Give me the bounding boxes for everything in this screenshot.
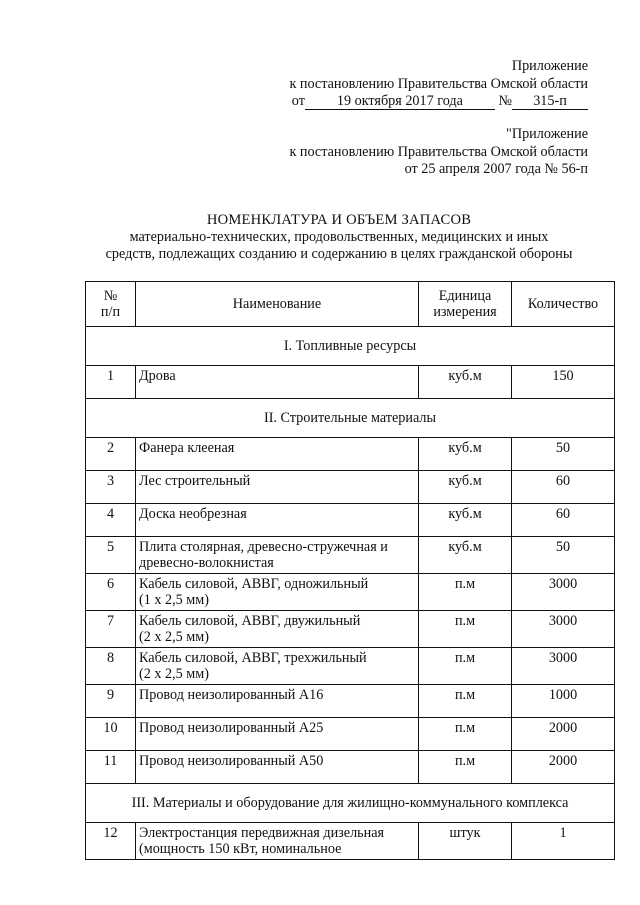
row-name-line: Лес строительный [139, 473, 251, 489]
row-unit: куб.м [419, 366, 512, 399]
table-row [86, 471, 615, 504]
row-number: 7 [86, 611, 136, 648]
row-number: 1 [86, 366, 136, 399]
row-number: 3 [86, 471, 136, 504]
row-unit: п.м [419, 685, 512, 718]
col-header-unit: Единица измерения [419, 282, 512, 327]
row-quantity: 3000 [512, 611, 615, 648]
table-row [86, 685, 615, 718]
row-name [136, 504, 419, 537]
document-title-line2: материально-технических, продовольственных, медицинских и иных [129, 229, 549, 245]
row-number: 10 [86, 718, 136, 751]
row-name [136, 574, 419, 611]
row-quantity: 50 [512, 438, 615, 471]
table-row [86, 504, 615, 537]
row-number: 6 [86, 574, 136, 611]
section-title: III. Материалы и оборудование для жилищно-коммунального комплекса [86, 784, 615, 823]
row-name [136, 823, 419, 860]
original-header-line3: от 25 апреля 2007 года № 56-п [404, 161, 588, 177]
row-quantity: 2000 [512, 751, 615, 784]
row-quantity: 60 [512, 504, 615, 537]
row-unit: куб.м [419, 471, 512, 504]
row-number: 9 [86, 685, 136, 718]
approval-header-line1: Приложение [511, 58, 588, 74]
row-number: 2 [86, 438, 136, 471]
row-quantity: 3000 [512, 648, 615, 685]
section-title: I. Топливные ресурсы [86, 327, 615, 366]
table-body [86, 327, 615, 860]
row-name-line: Кабель силовой, АВВГ, двужильный [139, 613, 361, 629]
original-header-line2: к постановлению Правительства Омской области [289, 143, 588, 160]
row-quantity: 1 [512, 823, 615, 860]
row-unit: п.м [419, 718, 512, 751]
row-name-line: (мощность 150 кВт, номинальное [139, 841, 342, 857]
row-name-line: Провод неизолированный А16 [139, 687, 324, 703]
col-header-name: Наименование [136, 282, 419, 327]
table-row [86, 611, 615, 648]
row-name-line: Провод неизолированный А50 [139, 753, 324, 769]
row-unit: куб.м [419, 438, 512, 471]
row-quantity: 2000 [512, 718, 615, 751]
reserves-table [85, 281, 615, 860]
original-appendix-header [289, 126, 588, 179]
row-name-line: Доска необрезная [139, 506, 247, 522]
row-name-line: древесно-волокнистая [139, 555, 274, 571]
row-name [136, 685, 419, 718]
row-unit: штук [419, 823, 512, 860]
section-header-row [86, 784, 615, 823]
row-name [136, 471, 419, 504]
row-quantity: 50 [512, 537, 615, 574]
decree-number: 315-п [512, 94, 588, 110]
row-name [136, 611, 419, 648]
row-number: 12 [86, 823, 136, 860]
document-title-main: НОМЕНКЛАТУРА И ОБЪЕМ ЗАПАСОВ [206, 212, 472, 228]
table-row [86, 366, 615, 399]
row-unit: п.м [419, 574, 512, 611]
approval-header-date-line [289, 93, 588, 111]
table-row [86, 751, 615, 784]
row-unit: п.м [419, 751, 512, 784]
document-title [84, 212, 594, 263]
row-name [136, 438, 419, 471]
table-row [86, 823, 615, 860]
section-header-row [86, 399, 615, 438]
approval-header-line2: к постановлению Правительства Омской области [289, 75, 588, 92]
row-name-line: Кабель силовой, АВВГ, трехжильный [139, 650, 367, 666]
row-name-line: Дрова [139, 368, 176, 384]
row-number: 8 [86, 648, 136, 685]
table-row [86, 438, 615, 471]
date-prefix: от [291, 93, 305, 109]
row-name-line: Кабель силовой, АВВГ, одножильный [139, 576, 369, 592]
row-name [136, 537, 419, 574]
row-number: 5 [86, 537, 136, 574]
col-header-number: № п/п [86, 282, 136, 327]
table-header-row [86, 282, 615, 327]
row-unit: п.м [419, 611, 512, 648]
decree-date: 19 октября 2017 года [305, 94, 495, 110]
section-header-row [86, 327, 615, 366]
row-name [136, 648, 419, 685]
row-number: 4 [86, 504, 136, 537]
table-row [86, 718, 615, 751]
row-unit: куб.м [419, 504, 512, 537]
row-name-line: Провод неизолированный А25 [139, 720, 324, 736]
row-name-line: (2 х 2,5 мм) [139, 666, 209, 682]
original-header-line1: "Приложение [506, 126, 588, 142]
row-name [136, 366, 419, 399]
approval-header [289, 58, 588, 111]
row-quantity: 3000 [512, 574, 615, 611]
row-quantity: 1000 [512, 685, 615, 718]
number-prefix: № [498, 93, 512, 109]
row-unit: п.м [419, 648, 512, 685]
row-name [136, 718, 419, 751]
table-row [86, 574, 615, 611]
table-row [86, 537, 615, 574]
table-row [86, 648, 615, 685]
row-name-line: Фанера клееная [139, 440, 235, 456]
row-quantity: 150 [512, 366, 615, 399]
section-title: II. Строительные материалы [86, 399, 615, 438]
col-header-quantity: Количество [512, 282, 615, 327]
row-unit: куб.м [419, 537, 512, 574]
row-name-line: (2 х 2,5 мм) [139, 629, 209, 645]
row-name-line: (1 х 2,5 мм) [139, 592, 209, 608]
row-number: 11 [86, 751, 136, 784]
row-quantity: 60 [512, 471, 615, 504]
row-name-line: Электростанция передвижная дизельная [139, 825, 385, 841]
row-name [136, 751, 419, 784]
document-title-line3: средств, подлежащих созданию и содержанию в целях гражданской обороны [105, 246, 573, 262]
row-name-line: Плита столярная, древесно-стружечная и [139, 539, 388, 555]
